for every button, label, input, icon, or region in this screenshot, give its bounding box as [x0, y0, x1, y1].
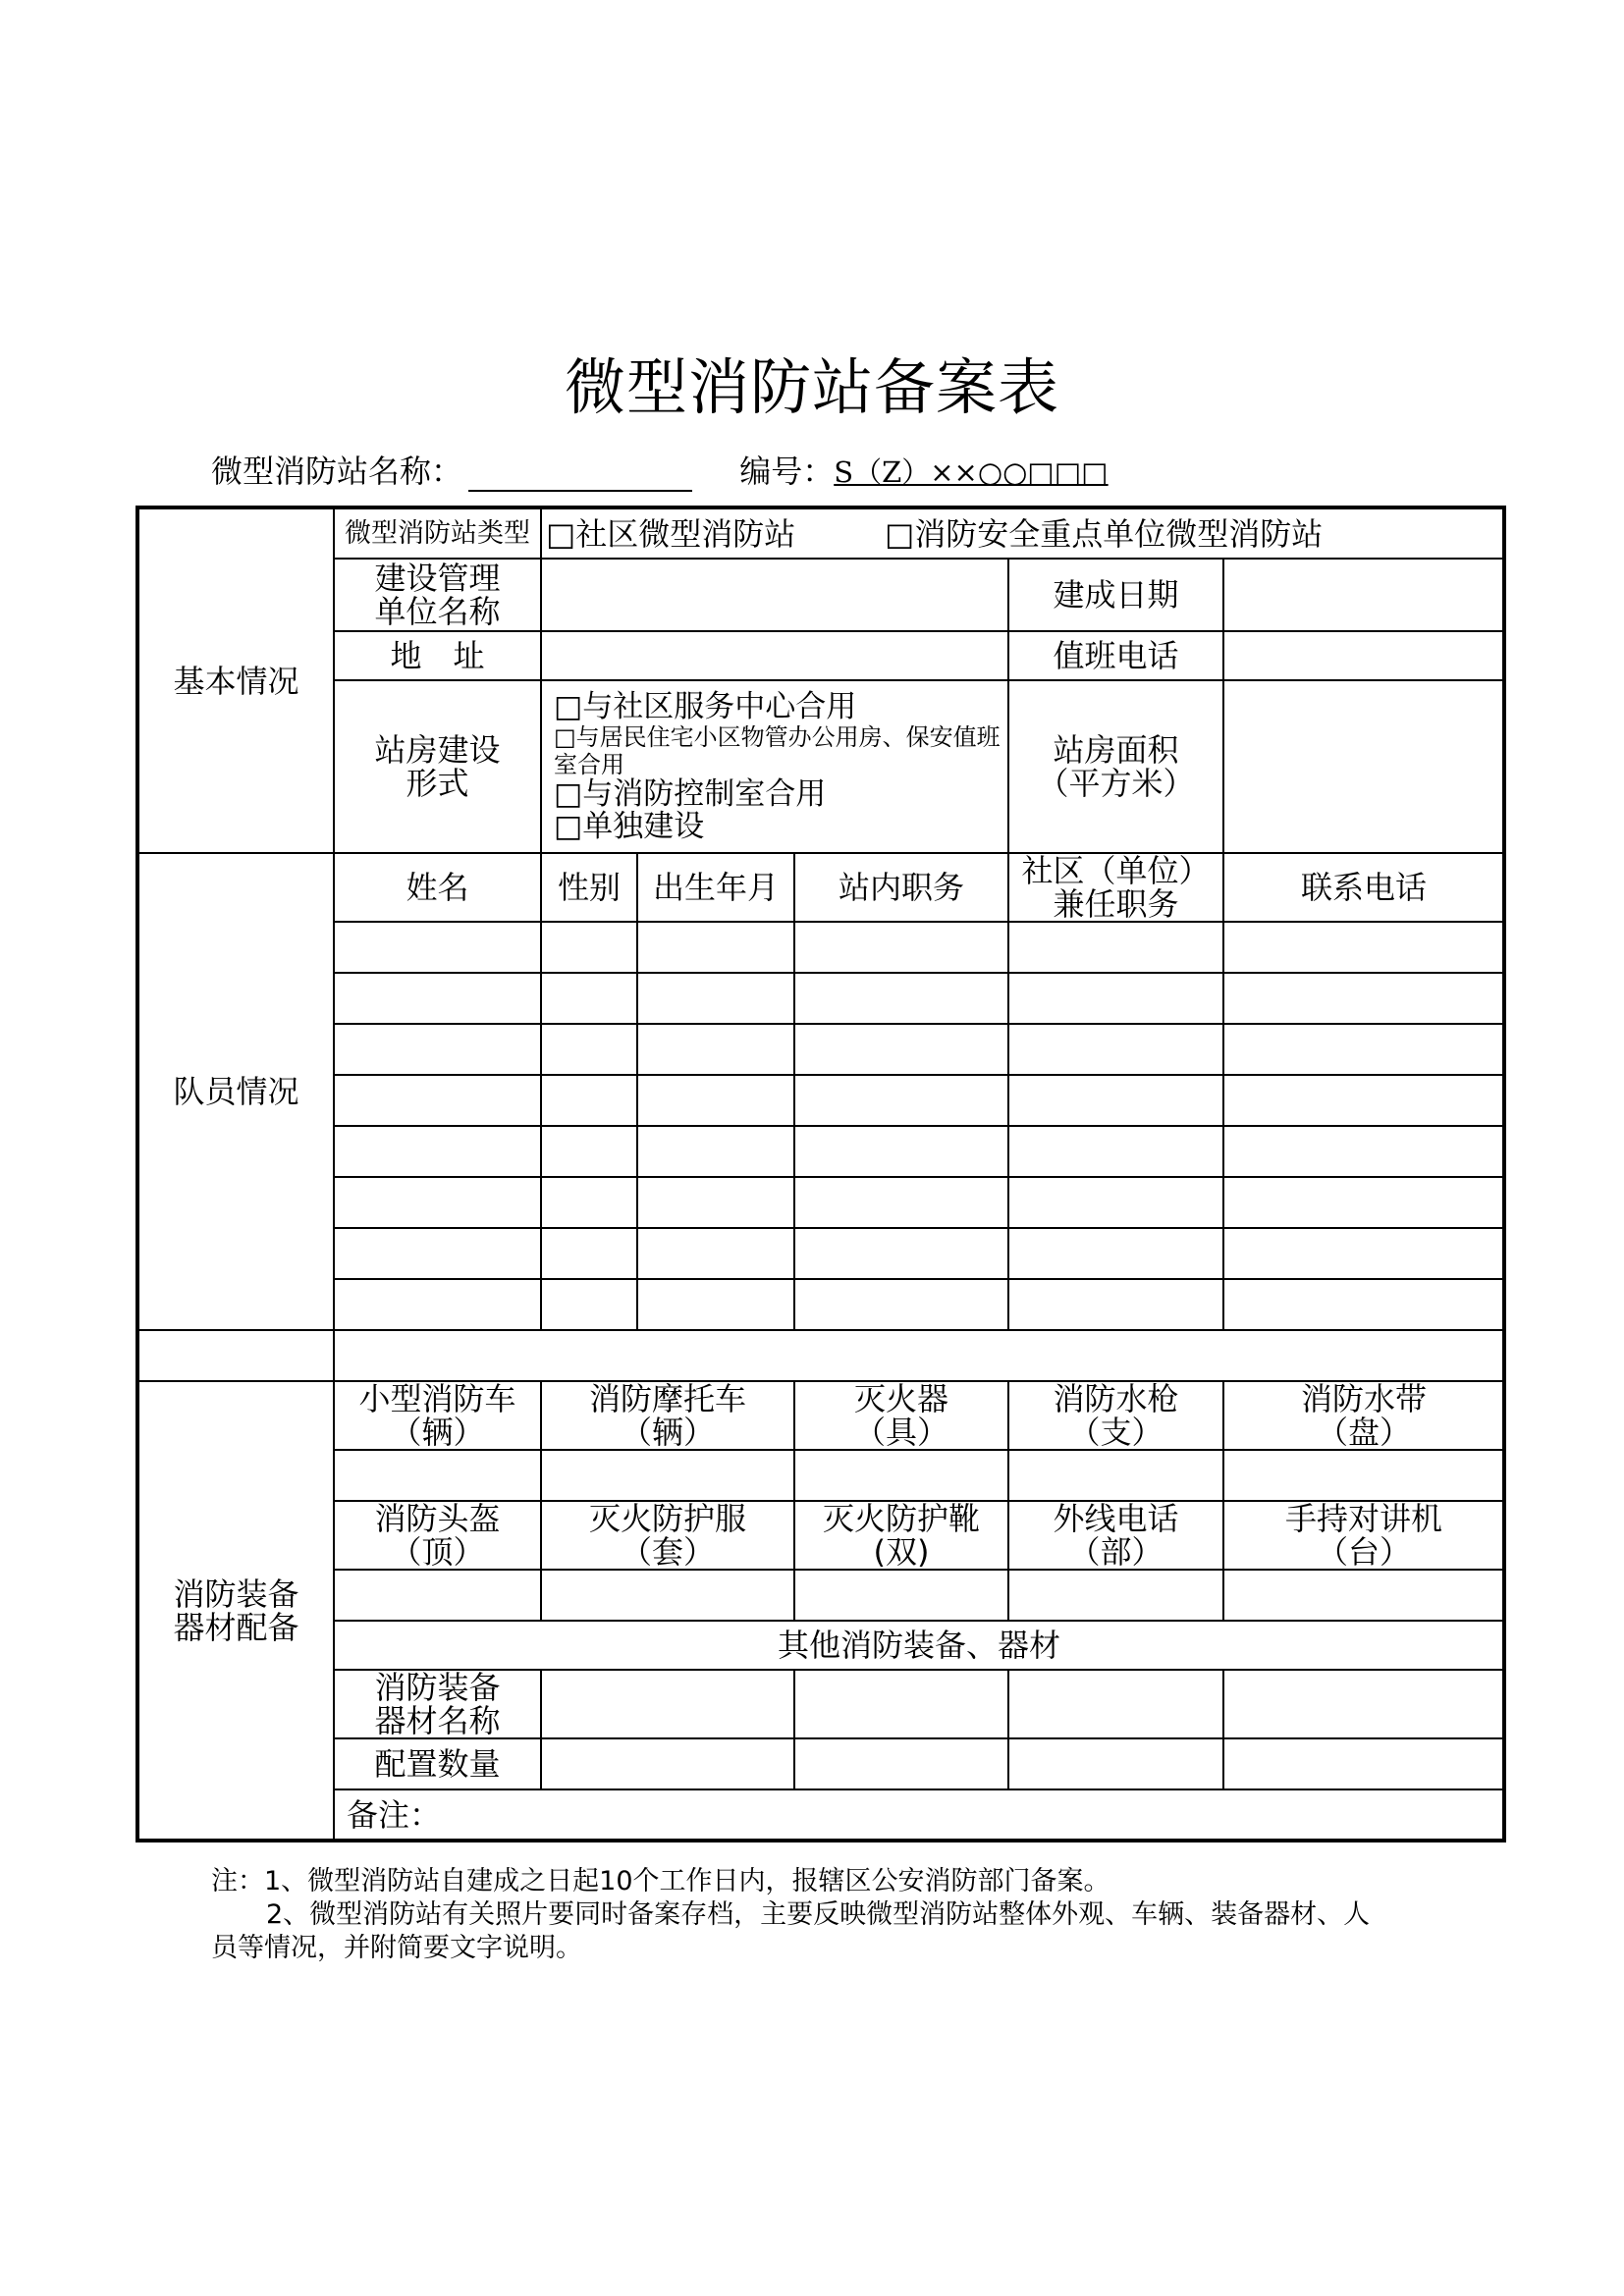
member-cell[interactable] [1008, 1075, 1223, 1126]
member-cell[interactable] [637, 1228, 794, 1279]
member-cell[interactable] [794, 1177, 1008, 1228]
equip-motorcycle-label: 消防摩托车 （辆） [541, 1381, 794, 1450]
table-row [137, 1075, 1504, 1126]
equip-value-cell[interactable] [794, 1450, 1008, 1501]
station-area-label [1008, 680, 1223, 853]
station-option-4[interactable]: □单独建设 [554, 808, 705, 844]
station-form-label-line1: 站房建设 [374, 731, 501, 769]
station-option-1[interactable]: □与社区服务中心合用 [554, 688, 857, 724]
member-cell[interactable] [637, 1279, 794, 1330]
member-cell[interactable] [334, 1279, 541, 1330]
member-cell[interactable] [1223, 922, 1504, 973]
member-cell[interactable] [794, 1228, 1008, 1279]
other-equipment-name-cell[interactable] [794, 1670, 1008, 1738]
member-cell[interactable] [541, 922, 637, 973]
equip-value-cell[interactable] [1223, 1450, 1504, 1501]
type-option-key-unit[interactable]: □消防安全重点单位微型消防站 [885, 514, 1324, 553]
member-cell[interactable] [1223, 1279, 1504, 1330]
other-equipment-qty-cell[interactable] [541, 1738, 794, 1789]
other-equipment-qty-cell[interactable] [794, 1738, 1008, 1789]
equip-value-cell[interactable] [794, 1570, 1008, 1621]
station-option-2[interactable]: □与居民住宅小区物管办公用房、保安值班室合用 [554, 722, 1001, 778]
member-cell[interactable] [637, 973, 794, 1024]
member-cell[interactable] [541, 1177, 637, 1228]
member-cell[interactable] [794, 1075, 1008, 1126]
duty-phone-label: 值班电话 [1008, 631, 1223, 680]
col-station-role: 站内职务 [794, 853, 1008, 922]
table-row [137, 1024, 1504, 1075]
member-cell[interactable] [334, 1228, 541, 1279]
equip-value-cell[interactable] [541, 1450, 794, 1501]
duty-phone-field[interactable] [1223, 631, 1504, 680]
other-equipment-qty-cell[interactable] [1223, 1738, 1504, 1789]
member-cell[interactable] [1008, 1228, 1223, 1279]
member-cell[interactable] [637, 1075, 794, 1126]
build-date-field[interactable] [1223, 559, 1504, 631]
equip-phone-label: 外线电话 （部） [1008, 1501, 1223, 1570]
members-section-label: 队员情况 [137, 853, 334, 1330]
page-title: 微型消防站备案表 [564, 351, 1059, 423]
member-cell[interactable] [334, 1177, 541, 1228]
member-cell[interactable] [637, 1024, 794, 1075]
member-cell[interactable] [541, 973, 637, 1024]
station-form-label [334, 680, 541, 853]
code-value: S（Z）××○○□□□ [834, 455, 1109, 489]
member-cell[interactable] [334, 1024, 541, 1075]
equip-value-cell[interactable] [1008, 1450, 1223, 1501]
equip-helmet-label: 消防头盔 （顶） [334, 1501, 541, 1570]
station-type-options [541, 507, 1504, 559]
equipment-section-label-line1: 消防装备 [173, 1575, 299, 1613]
col-phone: 联系电话 [1223, 853, 1504, 922]
member-cell[interactable] [334, 922, 541, 973]
member-cell[interactable] [794, 1279, 1008, 1330]
equip-value-cell[interactable] [334, 1570, 541, 1621]
member-cell[interactable] [1008, 922, 1223, 973]
other-equipment-name-label: 消防装备 器材名称 [334, 1670, 541, 1738]
other-equipment-heading: 其他消防装备、器材 [334, 1621, 1504, 1670]
member-cell[interactable] [1008, 1126, 1223, 1177]
build-date-label: 建成日期 [1008, 559, 1223, 631]
spacer-cell [334, 1330, 1504, 1381]
station-form-label-line2: 形式 [406, 765, 469, 802]
other-equipment-name-cell[interactable] [1223, 1670, 1504, 1738]
member-cell[interactable] [541, 1126, 637, 1177]
equip-fire-truck-label: 小型消防车 （辆） [334, 1381, 541, 1450]
member-cell[interactable] [1223, 973, 1504, 1024]
station-area-label-line1: 站房面积 [1053, 731, 1179, 769]
member-cell[interactable] [541, 1279, 637, 1330]
member-cell[interactable] [794, 922, 1008, 973]
member-cell[interactable] [794, 1024, 1008, 1075]
type-option-community[interactable]: □社区微型消防站 [546, 514, 796, 553]
mgmt-unit-label [334, 559, 541, 631]
member-cell[interactable] [541, 1075, 637, 1126]
equip-suit-label: 灭火防护服 （套） [541, 1501, 794, 1570]
equipment-section-label-line2: 器材配备 [173, 1608, 299, 1646]
table-row [137, 1279, 1504, 1330]
equip-value-cell[interactable] [1008, 1570, 1223, 1621]
station-area-label-line2: （平方米） [1037, 765, 1195, 802]
equip-nozzle-label: 消防水枪 （支） [1008, 1381, 1223, 1450]
table-row [137, 973, 1504, 1024]
address-field[interactable] [541, 631, 1008, 680]
station-name-field[interactable] [468, 460, 692, 492]
col-community-role-line2: 兼任职务 [1053, 885, 1179, 923]
basic-section-label: 基本情况 [137, 507, 334, 853]
equip-value-cell[interactable] [334, 1450, 541, 1501]
equip-boots-label: 灭火防护靴 (双) [794, 1501, 1008, 1570]
mgmt-unit-label-line2: 单位名称 [374, 593, 501, 630]
member-cell[interactable] [1223, 1177, 1504, 1228]
member-cell[interactable] [334, 1126, 541, 1177]
member-cell[interactable] [1008, 1279, 1223, 1330]
header-row [211, 447, 1109, 492]
equip-hose-label: 消防水带 （盘） [1223, 1381, 1504, 1450]
station-option-3[interactable]: □与消防控制室合用 [554, 775, 827, 812]
station-type-label: 微型消防站类型 [334, 507, 541, 559]
table-row [137, 1228, 1504, 1279]
station-area-field[interactable] [1223, 680, 1504, 853]
remarks-label: 备注： [347, 1795, 442, 1834]
member-cell[interactable] [1223, 1075, 1504, 1126]
table-row [137, 1126, 1504, 1177]
station-form-options [541, 680, 1008, 853]
col-gender: 性别 [541, 853, 637, 922]
member-cell[interactable] [1223, 1024, 1504, 1075]
member-cell[interactable] [1223, 1228, 1504, 1279]
member-cell[interactable] [1008, 1024, 1223, 1075]
table-row [137, 1450, 1504, 1501]
note-line-2: 2、微型消防站有关照片要同时备案存档，主要反映微型消防站整体外观、车辆、装备器材、人 [266, 1899, 1371, 1930]
mgmt-unit-field[interactable] [541, 559, 1008, 631]
table-row [137, 1177, 1504, 1228]
equipment-section-label [137, 1381, 334, 1841]
col-community-role-line1: 社区（单位） [1021, 852, 1211, 889]
member-cell[interactable] [1008, 973, 1223, 1024]
member-cell[interactable] [1223, 1126, 1504, 1177]
spacer-cell [137, 1330, 334, 1381]
member-cell[interactable] [541, 1228, 637, 1279]
equip-value-cell[interactable] [541, 1570, 794, 1621]
other-equipment-qty-cell[interactable] [1008, 1738, 1223, 1789]
note-line-3: 员等情况，并附简要文字说明。 [211, 1933, 582, 1963]
member-cell[interactable] [794, 1126, 1008, 1177]
table-row [137, 922, 1504, 973]
col-name: 姓名 [334, 853, 541, 922]
member-cell[interactable] [334, 973, 541, 1024]
code-label: 编号： [739, 453, 835, 490]
member-cell[interactable] [637, 922, 794, 973]
address-label: 地 址 [334, 631, 541, 680]
col-birth: 出生年月 [637, 853, 794, 922]
other-equipment-name-cell[interactable] [1008, 1670, 1223, 1738]
note-line-1: 注：1、微型消防站自建成之日起10个工作日内，报辖区公安消防部门备案。 [211, 1866, 1110, 1896]
mgmt-unit-label-line1: 建设管理 [374, 560, 501, 597]
member-cell[interactable] [1008, 1177, 1223, 1228]
member-cell[interactable] [334, 1075, 541, 1126]
station-name-label: 微型消防站名称： [211, 453, 463, 490]
other-equipment-name-cell[interactable] [541, 1670, 794, 1738]
filing-form-table [135, 506, 1506, 1842]
member-cell[interactable] [541, 1024, 637, 1075]
equip-radio-label: 手持对讲机 （台） [1223, 1501, 1504, 1570]
table-row [137, 1570, 1504, 1621]
equip-extinguisher-label: 灭火器 （具） [794, 1381, 1008, 1450]
member-cell[interactable] [637, 1177, 794, 1228]
footnotes [211, 1865, 1438, 1965]
other-equipment-qty-label: 配置数量 [334, 1738, 541, 1789]
member-cell[interactable] [794, 973, 1008, 1024]
remarks-cell[interactable] [334, 1789, 1504, 1841]
equip-value-cell[interactable] [1223, 1570, 1504, 1621]
member-cell[interactable] [637, 1126, 794, 1177]
col-community-role [1008, 853, 1223, 922]
